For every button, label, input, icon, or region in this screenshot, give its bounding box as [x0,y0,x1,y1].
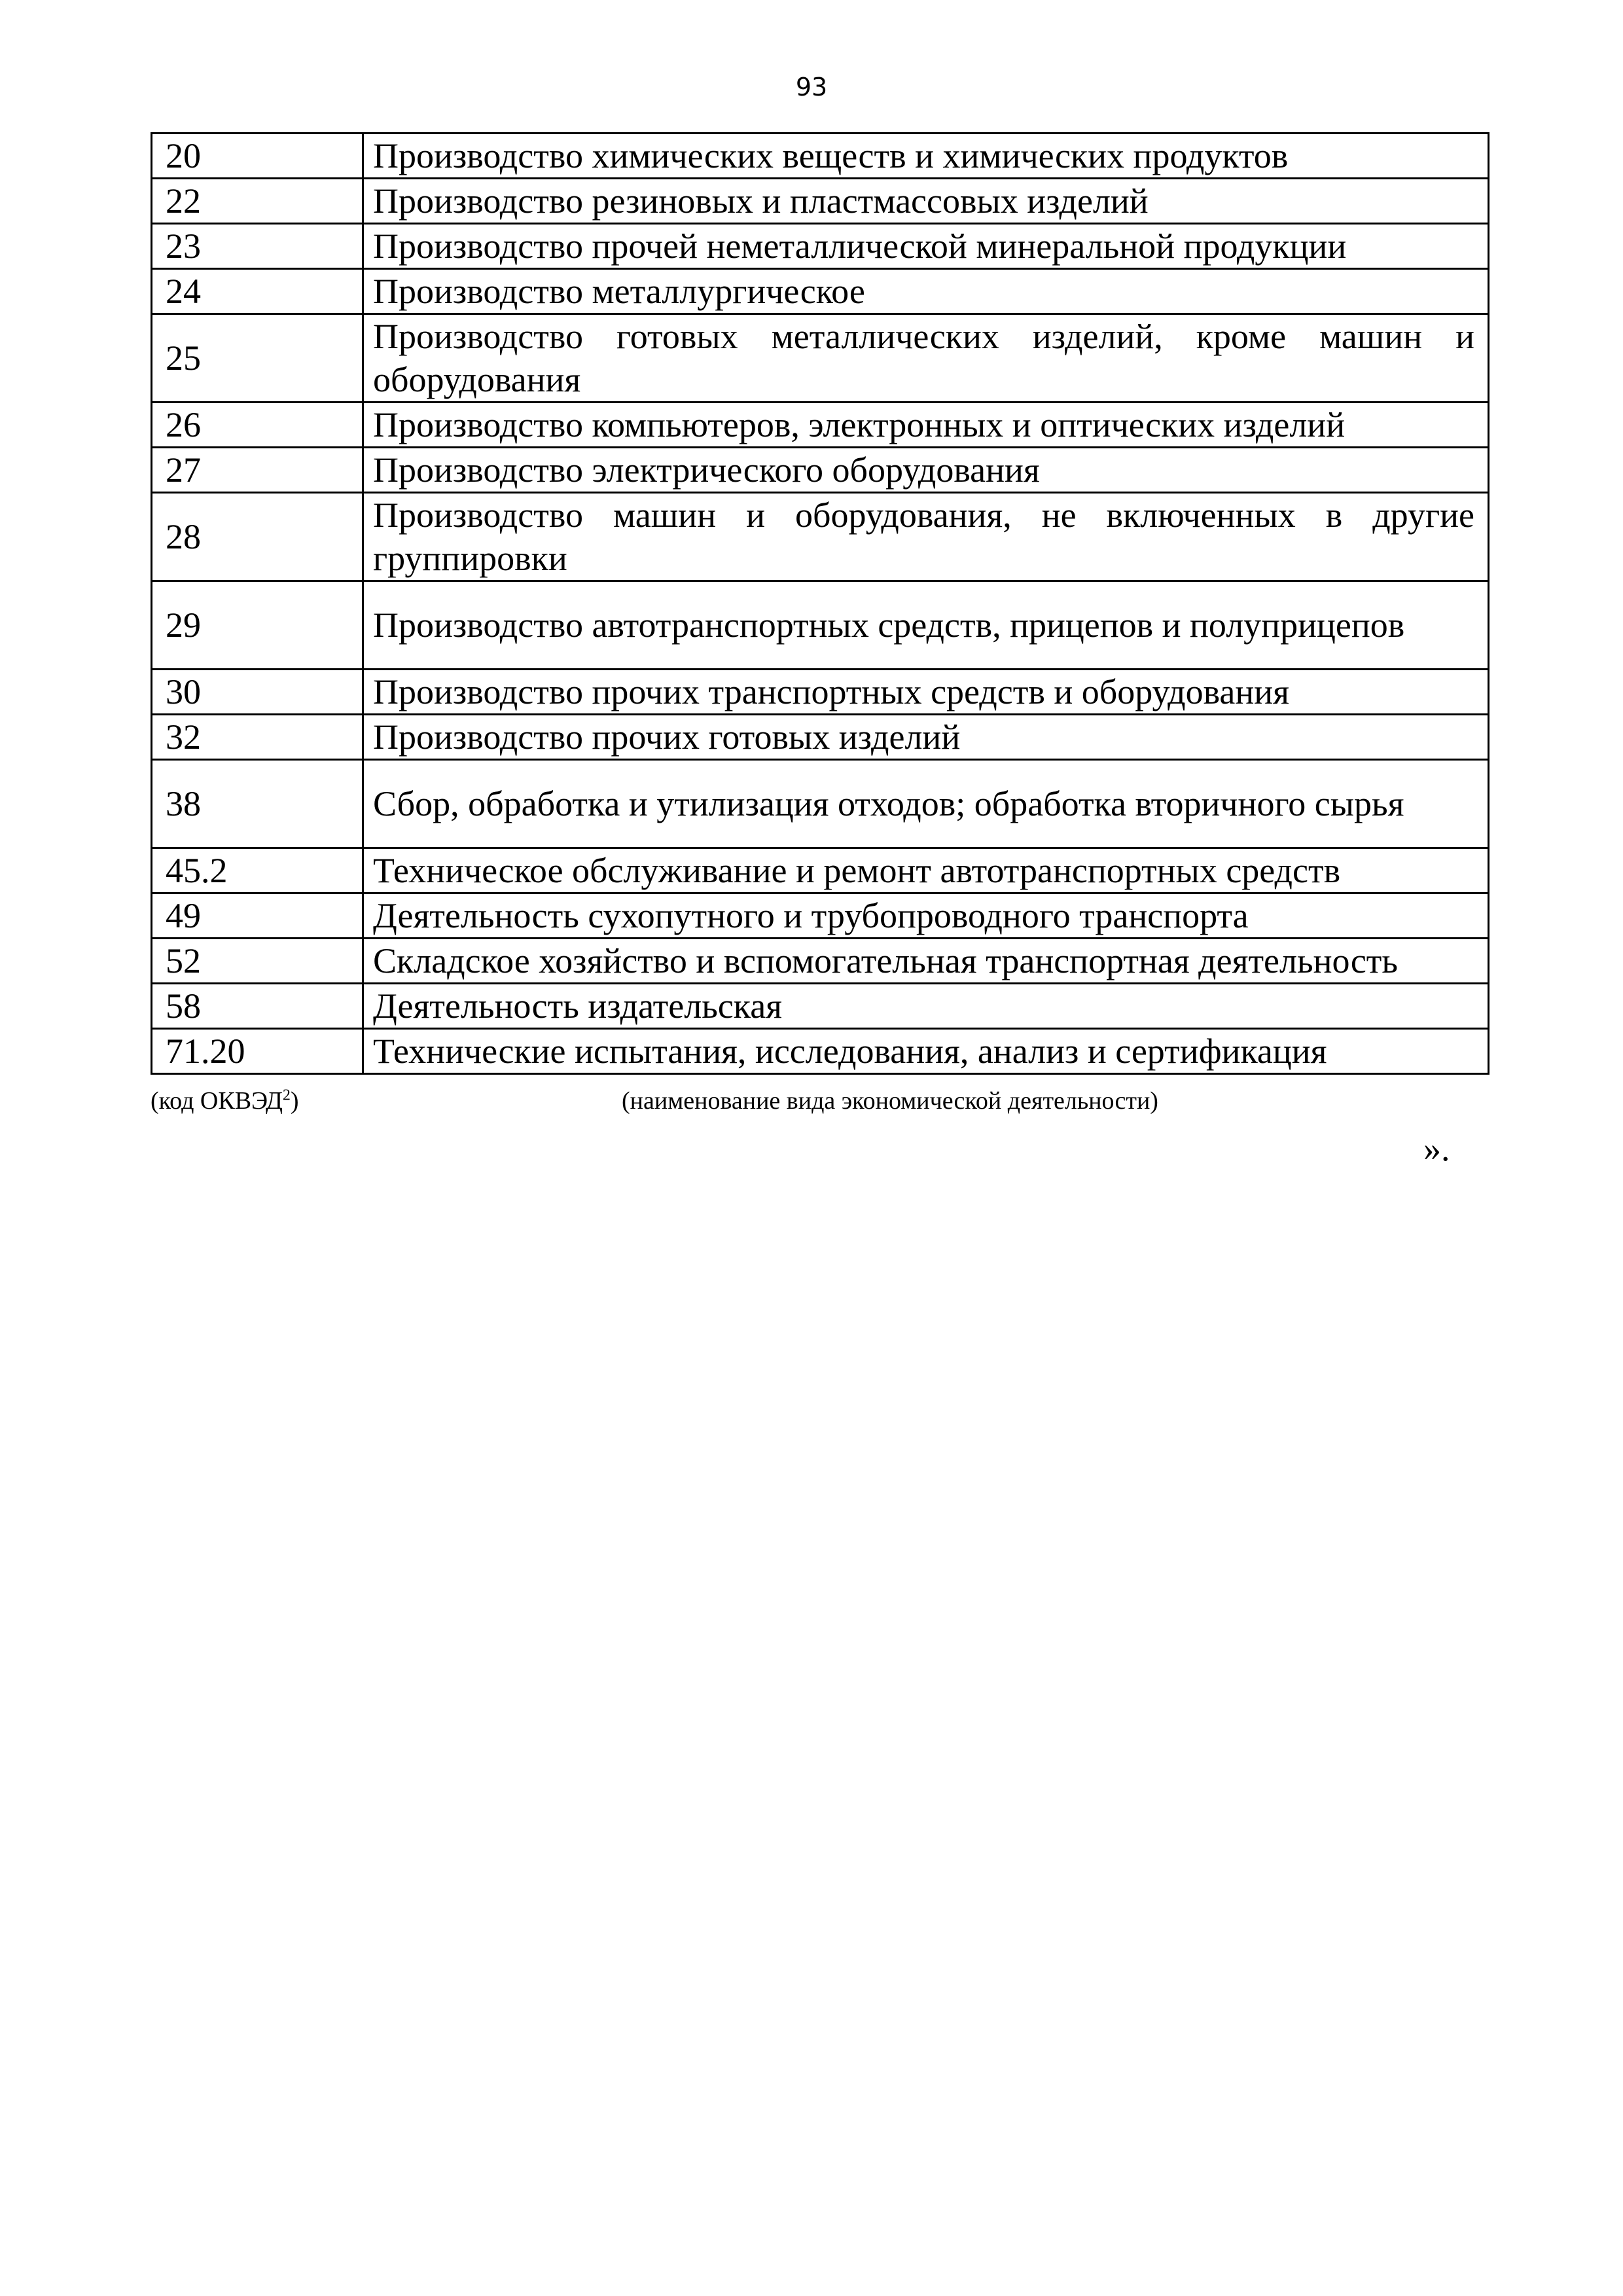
table-row [152,179,1489,224]
okved-code-caption-close: ) [290,1087,299,1115]
table-row [152,760,1489,848]
okved-code-cell: 58 [152,984,363,1029]
okved-code-cell: 52 [152,939,363,984]
activity-name-cell: Техническое обслуживание и ремонт автотранспортных средств [363,848,1489,893]
okved-code-cell: 27 [152,448,363,493]
okved-code-cell: 20 [152,134,363,179]
okved-code-caption [151,1086,299,1115]
table-row [152,1029,1489,1074]
okved-code-cell: 23 [152,224,363,269]
okved-code-caption-text: (код ОКВЭД [151,1087,283,1115]
activity-name-cell: Производство электрического оборудования [363,448,1489,493]
okved-code-cell: 32 [152,715,363,760]
okved-code-cell: 38 [152,760,363,848]
activity-name-cell: Производство прочих транспортных средств и оборудования [363,670,1489,715]
table-row [152,493,1489,581]
table-row [152,893,1489,939]
okved-code-cell: 71.20 [152,1029,363,1074]
okved-code-cell: 45.2 [152,848,363,893]
activity-name-cell: Деятельность сухопутного и трубопроводного транспорта [363,893,1489,939]
table-row [152,448,1489,493]
table-row [152,314,1489,403]
table-row [152,403,1489,448]
table-row [152,224,1489,269]
okved-code-cell: 24 [152,269,363,314]
table-row [152,670,1489,715]
activity-name-cell: Производство машин и оборудования, не включенных в другие группировки [363,493,1489,581]
table-row [152,984,1489,1029]
footnote-marker: 2 [282,1086,291,1104]
activity-name-cell: Деятельность издательская [363,984,1489,1029]
activity-name-cell: Производство резиновых и пластмассовых изделий [363,179,1489,224]
okved-table [151,132,1489,1075]
activity-name-cell: Производство готовых металлических изделий, кроме машин и оборудования [363,314,1489,403]
okved-code-cell: 30 [152,670,363,715]
activity-name-cell: Производство металлургическое [363,269,1489,314]
table-row [152,715,1489,760]
table-row [152,269,1489,314]
activity-name-cell: Производство автотранспортных средств, прицепов и полуприцепов [363,581,1489,670]
activity-name-cell: Производство прочей неметаллической минеральной продукции [363,224,1489,269]
okved-code-cell: 25 [152,314,363,403]
table-row [152,134,1489,179]
okved-code-cell: 28 [152,493,363,581]
closing-quote-mark: ». [1423,1129,1450,1168]
okved-code-cell: 29 [152,581,363,670]
table-row [152,848,1489,893]
activity-name-cell: Производство компьютеров, электронных и оптических изделий [363,403,1489,448]
activity-name-cell: Производство химических веществ и химических продуктов [363,134,1489,179]
page-number: 93 [795,73,828,101]
activity-name-cell: Технические испытания, исследования, анализ и сертификация [363,1029,1489,1074]
activity-name-cell: Складское хозяйство и вспомогательная транспортная деятельность [363,939,1489,984]
table-row [152,939,1489,984]
table-row [152,581,1489,670]
okved-code-cell: 49 [152,893,363,939]
okved-code-cell: 22 [152,179,363,224]
okved-code-cell: 26 [152,403,363,448]
activity-name-caption: (наименование вида экономической деятельности) [622,1087,1158,1115]
activity-name-cell: Производство прочих готовых изделий [363,715,1489,760]
activity-name-cell: Сбор, обработка и утилизация отходов; обработка вторичного сырья [363,760,1489,848]
